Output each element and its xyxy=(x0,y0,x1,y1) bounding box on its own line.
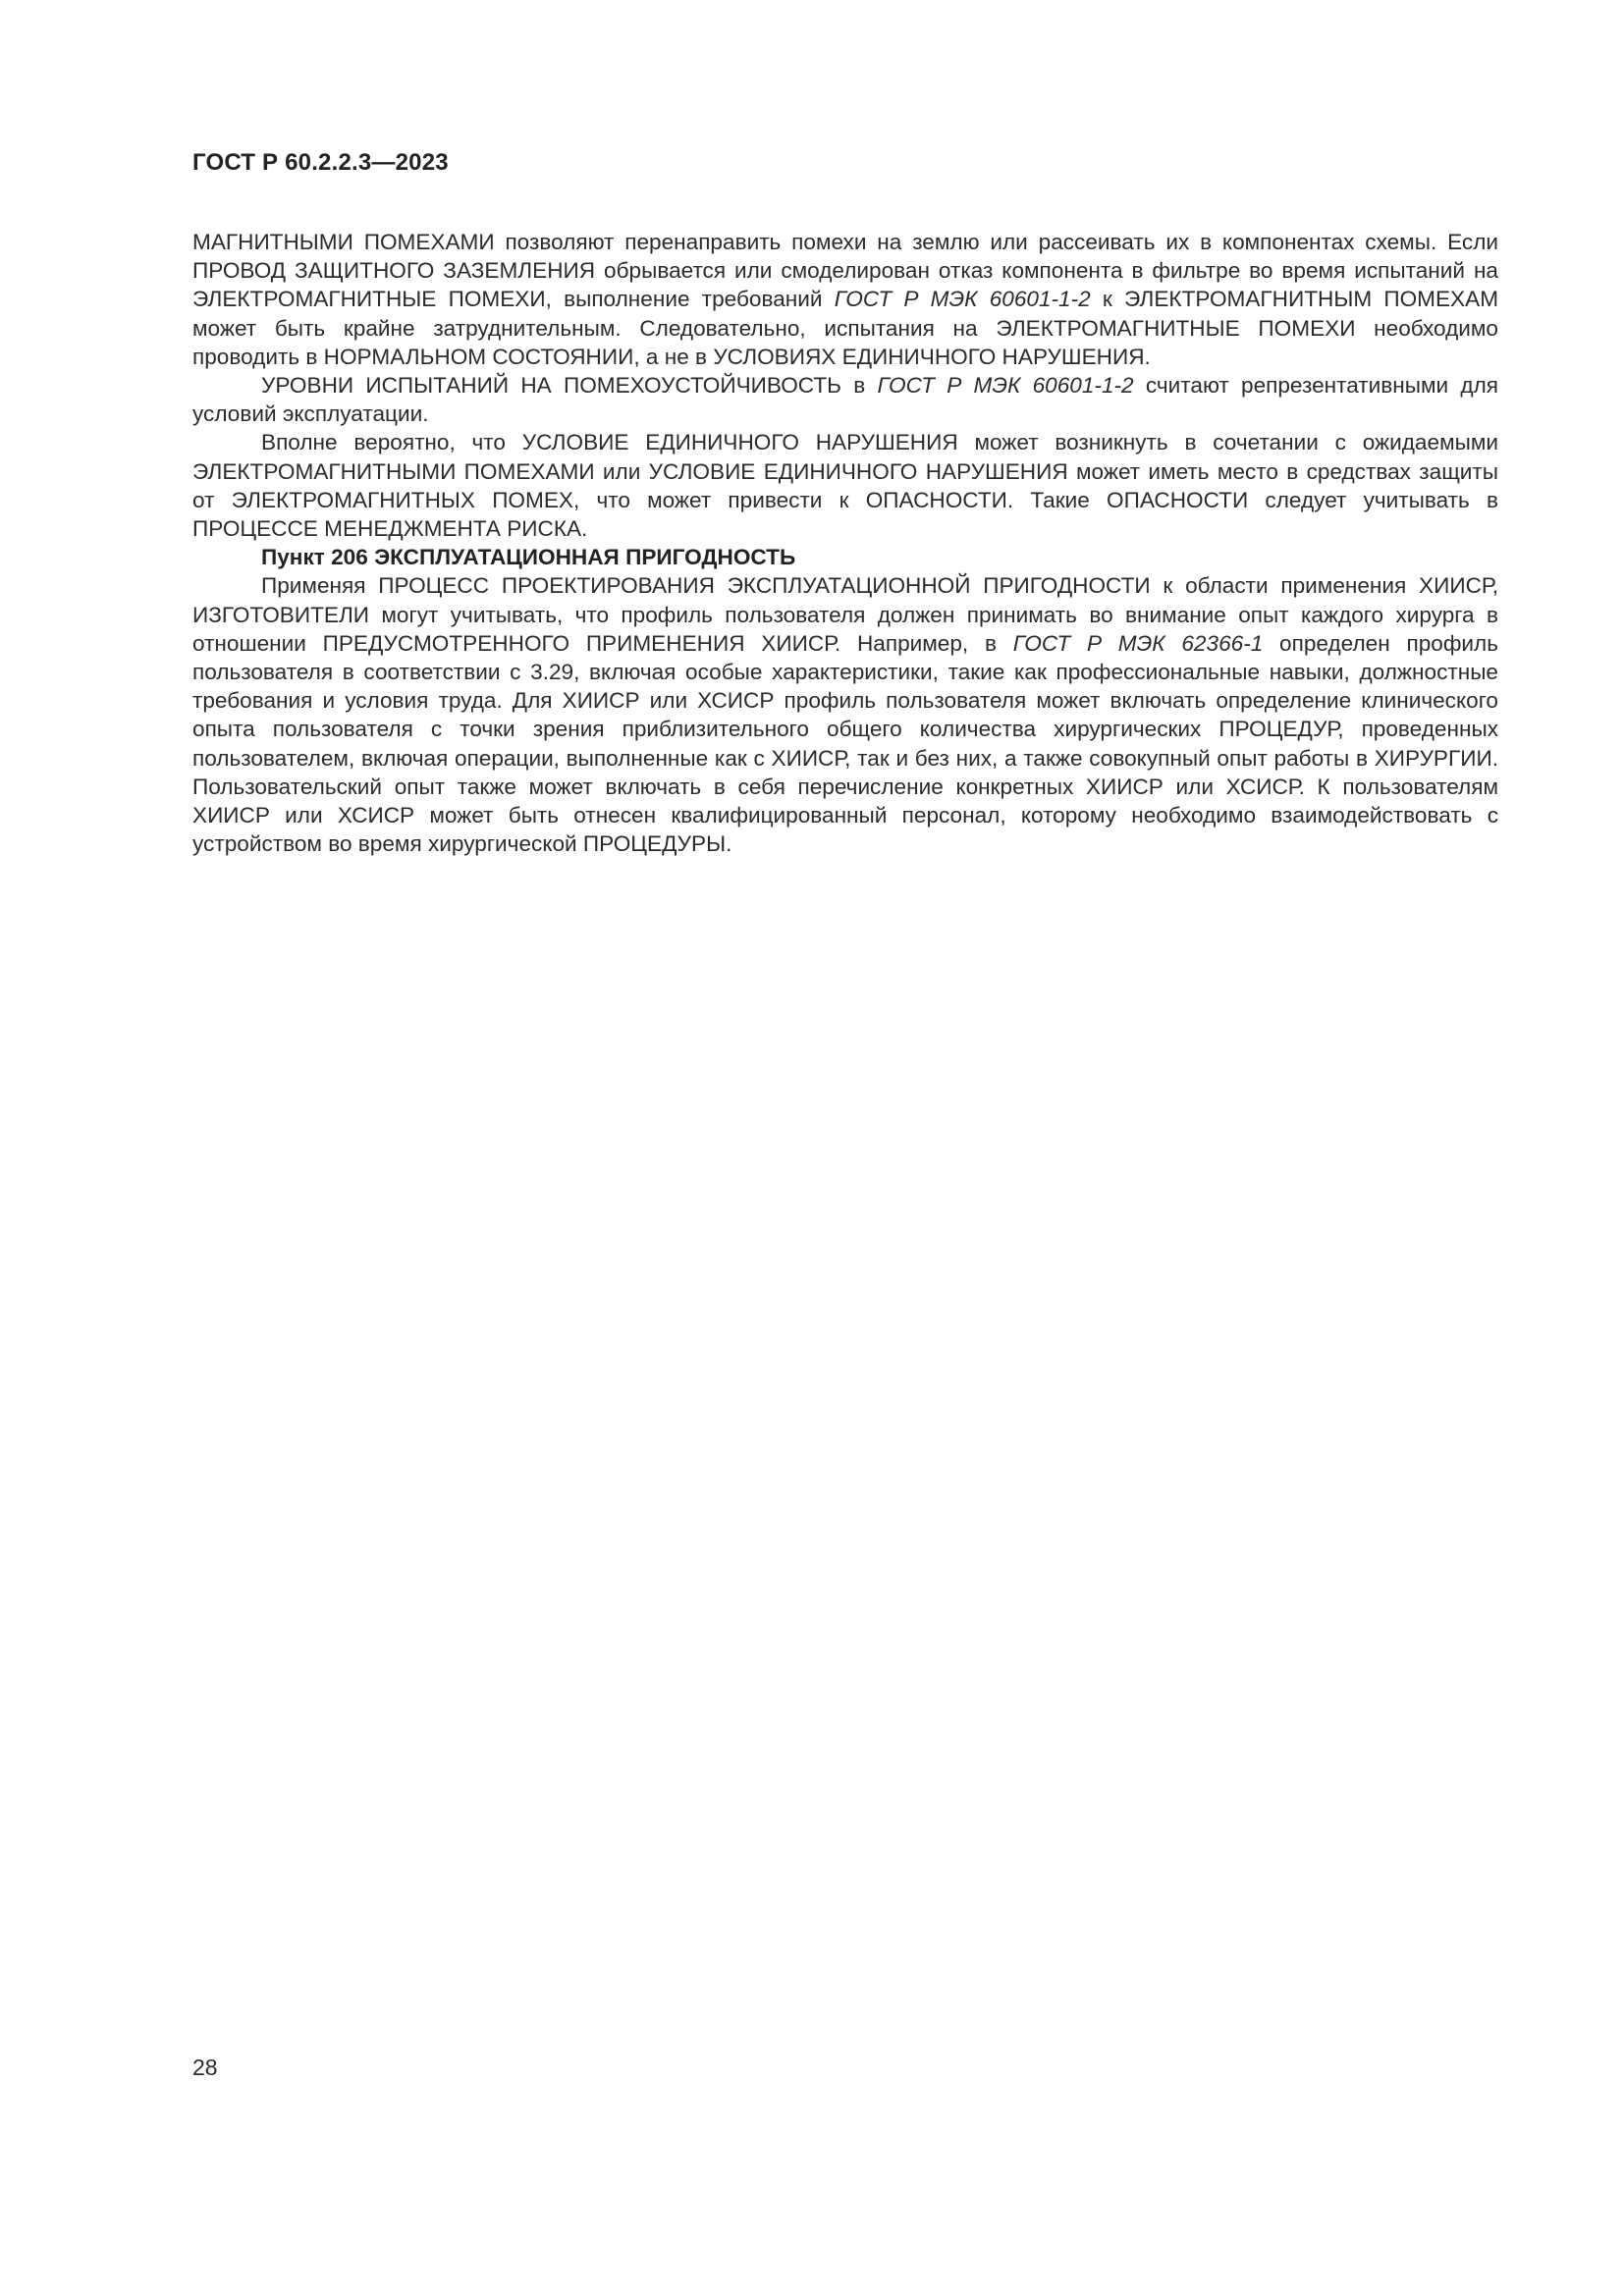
text-run: Вполне вероятно, что УСЛОВИЕ ЕДИНИЧНОГО НАРУШЕНИЯ может возникнуть в сочетании с ожидаемыми ЭЛЕКТРОМАГНИТНЫМИ ПОМЕХАМИ или УСЛОВИЕ ЕДИНИЧНОГО НАРУШЕНИЯ может иметь место в средствах защиты от ЭЛЕКТРОМАГНИТНЫХ ПОМЕХ, что может привести к ОПАСНОСТИ. Такие ОПАСНОСТИ следует учитывать в ПРОЦЕССЕ МЕНЕДЖМЕНТА РИСКА. xyxy=(192,430,1498,542)
text-run: МАГНИТНЫМИ ПОМЕХАМИ позволяют перенаправить помехи на землю или рассеивать их в компонентах схемы. Если ПРОВОД ЗАЩИТНОГО ЗАЗЕМЛЕНИЯ обрывается или смоделирован отказ компонента в фильтре во время испытаний на ЭЛЕКТРОМАГНИТНЫЕ ПОМЕХИ, выполнение требований xyxy=(192,230,1498,312)
text-run: считают репрезентативными для условий эксплуатации. xyxy=(192,373,1499,427)
standard-reference: ГОСТ Р МЭК 62366-1 xyxy=(1012,630,1264,656)
text-run: к ЭЛЕКТРОМАГНИТНЫМ ПОМЕХАМ может быть крайне затруднительным. Следовательно, испытания на ЭЛЕКТРОМАГНИТНЫЕ ПОМЕХИ необходимо проводить в НОРМАЛЬНОМ СОСТОЯНИИ, а не в УСЛОВИЯХ ЕДИНИЧНОГО НАРУШЕНИЯ. xyxy=(192,287,1499,369)
document-header: ГОСТ Р 60.2.2.3—2023 xyxy=(192,149,449,176)
standard-reference: ГОСТ Р МЭК 60601-1-2 xyxy=(834,287,1091,312)
page-number: 28 xyxy=(192,2055,218,2080)
text-run: определен профиль пользователя в соответствии с 3.29, включая особые характеристики, такие как профессиональные навыки, должностные требования и условия труда. Для ХИИСР или ХСИСР профиль пользователя может включать определение клинического опыта пользователя с точки зрения приблизительного общего количества хирургических ПРОЦЕДУР, проведенных пользователем, включая операции, выполненные как с ХИИСР, так и без них, а также совокупный опыт работы в ХИРУРГИИ. Пользовательский опыт также может включать в себя перечисление конкретных ХИИСР или ХСИСР. К пользователям ХИИСР или ХСИСР может быть отнесен квалифицированный персонал, которому необходимо взаимодействовать с устройством во время хирургической ПРОЦЕДУРЫ. xyxy=(192,630,1498,857)
document-body xyxy=(192,228,1498,858)
text-run: УРОВНИ ИСПЫТАНИЙ НА ПОМЕХОУСТОЙЧИВОСТЬ в xyxy=(261,373,878,399)
section-title xyxy=(192,543,1498,571)
paragraph-3 xyxy=(192,428,1498,543)
text-run: Пункт 206 ЭКСПЛУАТАЦИОННАЯ ПРИГОДНОСТЬ xyxy=(261,545,796,570)
paragraph-2 xyxy=(192,371,1498,428)
paragraph-1 xyxy=(192,228,1498,371)
text-run: Применяя ПРОЦЕСС ПРОЕКТИРОВАНИЯ ЭКСПЛУАТАЦИОННОЙ ПРИГОДНОСТИ к области применения ХИИСР, ИЗГОТОВИТЕЛИ могут учитывать, что профиль пользователя должен принимать во внимание опыт каждого хирурга в отношении ПРЕДУСМОТРЕННОГО ПРИМЕНЕНИЯ ХИИСР. Например, в xyxy=(192,573,1498,656)
standard-reference: ГОСТ Р МЭК 60601-1-2 xyxy=(877,373,1134,399)
paragraph-4 xyxy=(192,571,1498,858)
